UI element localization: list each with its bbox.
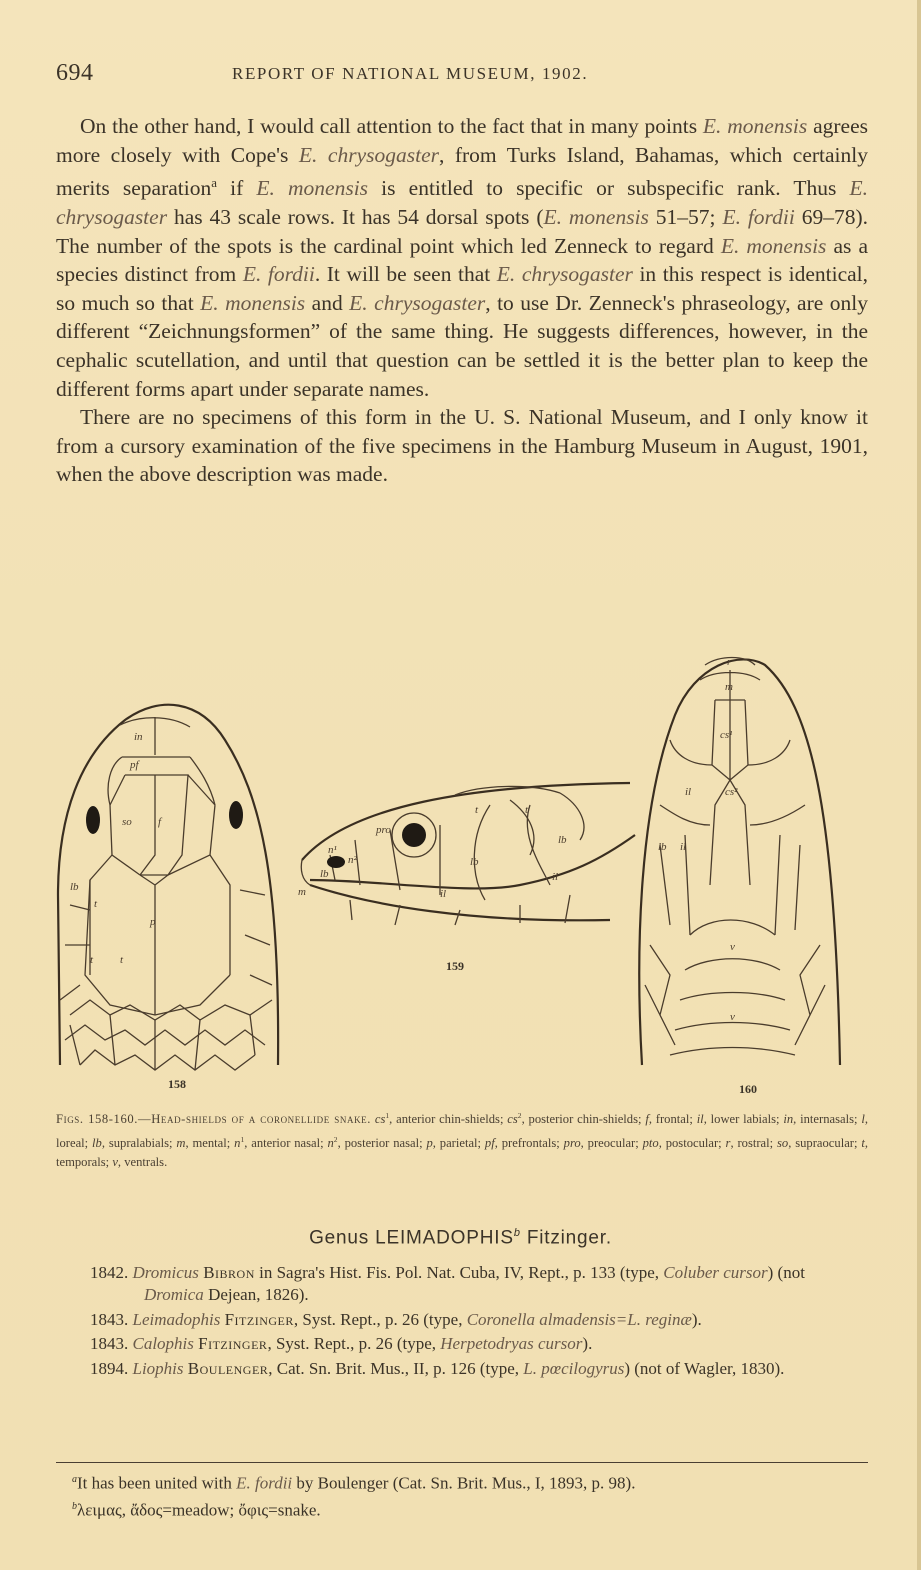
svg-text:t: t	[120, 954, 124, 966]
genus-author: Fitzinger.	[526, 1227, 612, 1249]
caption-lead: Figs. 158-160.—Head-shields of a coronellide snake.	[56, 1112, 372, 1127]
svg-text:v: v	[730, 941, 735, 953]
svg-text:il: il	[685, 786, 692, 798]
svg-text:lb: lb	[470, 856, 479, 868]
figure-160-ventral-view	[639, 656, 840, 1065]
svg-text:m: m	[298, 886, 306, 898]
synonymy-list	[90, 1262, 868, 1382]
svg-text:so: so	[122, 816, 132, 828]
footnote-divider	[56, 1462, 868, 1463]
svg-text:il: il	[552, 871, 559, 883]
svg-text:t: t	[90, 954, 94, 966]
paragraph: There are no specimens of this form in the U. S. National Museum, and I only know it from a cursory examination of the five specimens in the Hamburg Museum in August, 1901, when the above description was made.	[56, 405, 868, 487]
svg-text:v: v	[730, 1011, 735, 1023]
figure-caption	[56, 1106, 868, 1173]
svg-text:pro: pro	[376, 824, 391, 836]
svg-text:pf: pf	[130, 759, 139, 771]
svg-text:il: il	[680, 841, 687, 853]
body-text	[56, 112, 868, 489]
caption-legend: $cs^1$, anterior chin-shields; $cs^2$, posterior chin-shields; f, frontal; il, lower labials; in, internasals; l, loreal; lb, supralabials; m, mental; $n^1$, anterior nasal; $n^2$, posterior nasal; p, parietal; pf, prefrontals; pro, preocular; pto, postocular; r, rostral; so, supraocular; t, temporals; v, ventrals.	[56, 1111, 868, 1170]
svg-text:p: p	[150, 916, 156, 928]
paragraph: On the other hand, I would call attention to the fact that in many points E. monensis agrees more closely with Cope's E. chrysogaster, from Turks Island, Bahamas, which certainly merits separation$^a$ if E. monensis is entitled to specific or subspecific rank. Thus E. chrysogaster has 43 scale rows. It has 54 dorsal spots (E. monensis 51–57; E. fordii 69–78). The number of the spots is the cardinal point which led Zenneck to regard E. monensis as a species distinct from E. fordii. It will be seen that E. chrysogaster in this respect is identical, so much so that E. monensis and E. chrysogaster, to use Dr. Zenneck's phraseology, are only different “Zeichnungsformen” of the same thing. He suggests differences, however, in the cephalic scutellation, and until that question can be settled it is the better plan to keep the different forms apart under separate names.	[56, 114, 869, 401]
svg-text:lb: lb	[558, 834, 567, 846]
svg-text:in: in	[134, 731, 143, 743]
svg-text:n²: n²	[348, 854, 357, 866]
svg-text:t: t	[525, 804, 529, 816]
footnote-a	[72, 1468, 868, 1495]
footnote-marker: b	[513, 1227, 521, 1239]
footnote-mark: b	[72, 1500, 77, 1512]
svg-text:il: il	[440, 888, 447, 900]
svg-text:lb: lb	[70, 881, 79, 893]
svg-text:n¹: n¹	[328, 844, 337, 856]
running-title: REPORT OF NATIONAL MUSEUM, 1902.	[232, 64, 589, 83]
footnote-text: λειμας, ἄδος=meadow; ὄφις=snake.	[77, 1500, 321, 1520]
svg-text:lb: lb	[658, 841, 667, 853]
figure-159-lateral-view	[298, 783, 635, 925]
snake-head-illustration	[50, 645, 880, 1105]
figure-number-159: 159	[446, 959, 464, 973]
svg-text:f: f	[158, 816, 162, 828]
synonymy-entry: 1894. Liophis Boulenger, Cat. Sn. Brit. Mus., II, p. 126 (type, L. pœcilogyrus) (not of Wagler, 1830).	[90, 1358, 785, 1378]
footnotes	[72, 1468, 868, 1521]
genus-name: Genus LEIMADOPHIS	[309, 1227, 514, 1249]
footnote-mark: a	[72, 1474, 77, 1485]
svg-text:cs¹: cs¹	[720, 729, 733, 741]
synonymy-entry: 1843. Leimadophis Fitzinger, Syst. Rept., p. 26 (type, Coronella almadensis=L. reginæ).	[90, 1309, 702, 1329]
figure-number-160: 160	[739, 1082, 757, 1096]
figure-158-dorsal-view	[58, 705, 278, 1070]
running-head	[56, 60, 866, 90]
svg-text:cs²: cs²	[725, 786, 738, 798]
figure-number-158: 158	[168, 1077, 186, 1091]
svg-text:lb: lb	[320, 868, 329, 880]
footnote-text: It has been united with E. fordii by Boulenger (Cat. Sn. Brit. Mus., I, 1893, p. 98).	[77, 1473, 636, 1493]
synonymy-entry: 1842. Dromicus Bibron in Sagra's Hist. Fis. Pol. Nat. Cuba, IV, Rept., p. 133 (type, Coluber cursor) (not Dromica Dejean, 1826).	[90, 1263, 805, 1305]
synonymy-entry: 1843. Calophis Fitzinger, Syst. Rept., p. 26 (type, Herpetodryas cursor).	[90, 1334, 593, 1354]
svg-text:t: t	[94, 898, 98, 910]
page-number: 694	[56, 60, 94, 86]
page-edge	[917, 0, 921, 1570]
footnote-b	[72, 1495, 868, 1522]
svg-text:r: r	[727, 656, 732, 668]
figure-head-shields	[50, 645, 880, 1105]
svg-text:m: m	[725, 681, 733, 693]
svg-text:t: t	[475, 804, 479, 816]
genus-heading	[0, 1227, 921, 1249]
